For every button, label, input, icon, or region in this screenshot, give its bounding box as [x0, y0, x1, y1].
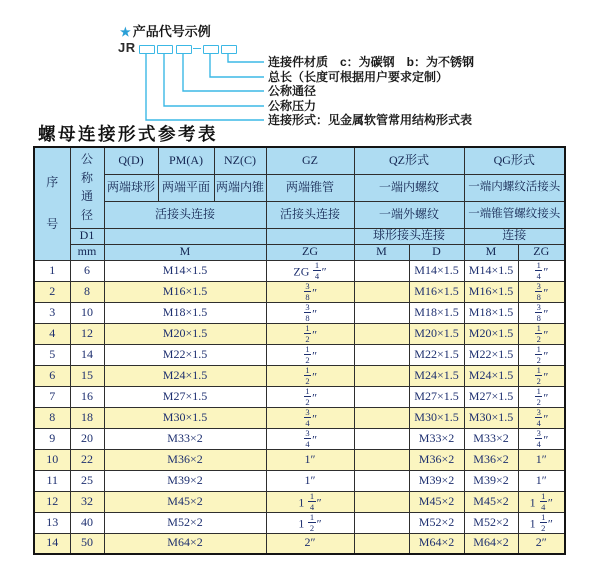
qg-m-cell: M24×1.5	[464, 365, 518, 386]
mm-header: mm	[70, 244, 104, 260]
qz-m-cell	[354, 344, 409, 365]
gz-zg-cell: 1 $\frac{1}{4}$ ″	[266, 491, 354, 512]
gz-zg-cell: $\frac{1}{2}$ ″	[266, 323, 354, 344]
qg-zg-cell: $\frac{1}{4}$ ″	[518, 260, 565, 281]
gz-zg-cell: 1 $\frac{1}{2}$ ″	[266, 512, 354, 533]
dn-mm-cell: 32	[70, 491, 104, 512]
qg-m-cell: M27×1.5	[464, 386, 518, 407]
qz-d-cell: M20×1.5	[409, 323, 464, 344]
row-no-cell: 12	[34, 491, 70, 512]
qg-m-cell: M22×1.5	[464, 344, 518, 365]
q-desc-header: 两端球形	[104, 174, 158, 201]
union-conn-header: 活接头连接	[104, 201, 266, 228]
qg-m-cell: M16×1.5	[464, 281, 518, 302]
reference-table	[33, 146, 566, 555]
table-row	[34, 260, 565, 281]
col-q-header: Q(D)	[104, 147, 158, 174]
code-label-connection: 连接形式：见金属软管常用结构形式表	[268, 113, 473, 127]
table-row	[34, 512, 565, 533]
row-no-cell: 11	[34, 470, 70, 491]
gz-zg-cell: $\frac{1}{2}$ ″	[266, 344, 354, 365]
thread-m-cell: M64×2	[104, 533, 266, 554]
qg-zg-cell: 2″	[518, 533, 565, 554]
row-no-cell: 6	[34, 365, 70, 386]
thread-m-cell: M20×1.5	[104, 323, 266, 344]
qz-d-header: D	[409, 244, 464, 260]
gz-desc-header: 两端锥管	[266, 174, 354, 201]
qg-zg-cell: $\frac{3}{4}$ ″	[518, 428, 565, 449]
col-dn-header: 公 称 通 径	[70, 147, 104, 228]
qz-m-cell	[354, 512, 409, 533]
dn-mm-cell: 8	[70, 281, 104, 302]
qg-zg-cell: 1 $\frac{1}{4}$ ″	[518, 491, 565, 512]
qz-d-cell: M24×1.5	[409, 365, 464, 386]
qg-m-cell: M39×2	[464, 470, 518, 491]
row-no-cell: 7	[34, 386, 70, 407]
thread-m-cell: M24×1.5	[104, 365, 266, 386]
qz-d-cell: M14×1.5	[409, 260, 464, 281]
qg-zg-cell: $\frac{1}{2}$ ″	[518, 386, 565, 407]
dn-mm-cell: 22	[70, 449, 104, 470]
table-head	[34, 147, 565, 260]
qz-d-cell: M64×2	[409, 533, 464, 554]
table-row	[34, 323, 565, 344]
dn-mm-cell: 25	[70, 470, 104, 491]
qg-m-cell: M18×1.5	[464, 302, 518, 323]
qg-m-cell: M45×2	[464, 491, 518, 512]
qg-zg-cell: $\frac{1}{2}$ ″	[518, 344, 565, 365]
qz-d-cell: M22×1.5	[409, 344, 464, 365]
table-row	[34, 365, 565, 386]
qz-d-cell: M33×2	[409, 428, 464, 449]
qg-m-cell: M20×1.5	[464, 323, 518, 344]
thread-m-cell: M39×2	[104, 470, 266, 491]
pm-desc-header: 两端平面	[158, 174, 214, 201]
qz-m-cell	[354, 407, 409, 428]
dn-mm-cell: 12	[70, 323, 104, 344]
gz-zg-cell: $\frac{1}{2}$ ″	[266, 386, 354, 407]
table-row	[34, 491, 565, 512]
qz-d-cell: M45×2	[409, 491, 464, 512]
qg-m-cell: M14×1.5	[464, 260, 518, 281]
thread-m-cell: M45×2	[104, 491, 266, 512]
table-body	[34, 260, 565, 554]
qg-desc-header: 一端内螺纹活接头	[464, 174, 565, 201]
qz-d-cell: M52×2	[409, 512, 464, 533]
qg-m-cell: M30×1.5	[464, 407, 518, 428]
code-box	[203, 45, 219, 54]
qg-desc2-header: 一端锥管螺纹接头	[464, 201, 565, 228]
table-row	[34, 386, 565, 407]
row-no-cell: 8	[34, 407, 70, 428]
qz-m-cell	[354, 533, 409, 554]
code-label-material: 连接件材质 c：为碳钢 b：为不锈钢	[268, 55, 475, 69]
nz-desc-header: 两端内锥	[214, 174, 266, 201]
d1-header: D1	[70, 228, 104, 244]
qg-m-cell: M64×2	[464, 533, 518, 554]
thread-m-cell: M16×1.5	[104, 281, 266, 302]
qg-zg-cell: 1″	[518, 449, 565, 470]
qg-m-cell: M36×2	[464, 449, 518, 470]
qz-desc2-header: 一端外螺纹	[354, 201, 464, 228]
qg-m-cell: M52×2	[464, 512, 518, 533]
qz-m-cell	[354, 365, 409, 386]
row-no-cell: 13	[34, 512, 70, 533]
gz-zg-cell: $\frac{1}{2}$ ″	[266, 365, 354, 386]
qz-desc-header: 一端内螺纹	[354, 174, 464, 201]
qg-zg-cell: $\frac{3}{8}$ ″	[518, 281, 565, 302]
code-label-pressure: 公称压力	[268, 99, 317, 113]
code-label-length: 总长（长度可根据用户要求定制）	[268, 70, 449, 84]
table-row	[34, 344, 565, 365]
gz-conn-header: 活接头连接	[266, 201, 354, 228]
gz-zg-cell: 1″	[266, 470, 354, 491]
col-gz-header: GZ	[266, 147, 354, 174]
m-header: M	[104, 244, 266, 260]
table-title: 螺母连接形式参考表	[38, 125, 218, 145]
dn-mm-cell: 14	[70, 344, 104, 365]
qz-m-cell	[354, 260, 409, 281]
row-no-cell: 2	[34, 281, 70, 302]
thread-m-cell: M18×1.5	[104, 302, 266, 323]
thread-m-cell: M27×1.5	[104, 386, 266, 407]
qg-conn-header: 连接	[464, 228, 565, 244]
qg-zg-header: ZG	[518, 244, 565, 260]
thread-m-cell: M36×2	[104, 449, 266, 470]
qz-m-cell	[354, 281, 409, 302]
table-row	[34, 470, 565, 491]
qz-m-cell	[354, 428, 409, 449]
dn-mm-cell: 50	[70, 533, 104, 554]
gz-zg-cell: 1″	[266, 449, 354, 470]
code-box	[221, 45, 237, 54]
code-dash	[193, 48, 201, 49]
blank-header	[266, 228, 354, 244]
col-nz-header: NZ(C)	[214, 147, 266, 174]
qg-zg-cell: 1 $\frac{1}{2}$ ″	[518, 512, 565, 533]
code-box	[176, 45, 192, 54]
qz-m-cell	[354, 470, 409, 491]
col-seq-header: 序 号	[34, 147, 70, 260]
dn-mm-cell: 10	[70, 302, 104, 323]
col-qz-header: QZ形式	[354, 147, 464, 174]
gz-zg-cell: $\frac{3}{4}$ ″	[266, 428, 354, 449]
code-box	[157, 45, 173, 54]
product-code-title-text: 产品代号示例	[132, 24, 211, 39]
qz-d-cell: M27×1.5	[409, 386, 464, 407]
qg-m-header: M	[464, 244, 518, 260]
blank-header	[104, 228, 266, 244]
dn-mm-cell: 40	[70, 512, 104, 533]
gz-zg-cell: ZG $\frac{1}{4}$ ″	[266, 260, 354, 281]
table-row	[34, 449, 565, 470]
row-no-cell: 9	[34, 428, 70, 449]
gz-zg-cell: 2″	[266, 533, 354, 554]
qz-m-cell	[354, 302, 409, 323]
table-row	[34, 428, 565, 449]
qz-d-cell: M30×1.5	[409, 407, 464, 428]
qz-conn-header: 球形接头连接	[354, 228, 464, 244]
table-row	[34, 407, 565, 428]
qz-d-cell: M16×1.5	[409, 281, 464, 302]
qg-zg-cell: 1″	[518, 470, 565, 491]
qz-m-cell	[354, 323, 409, 344]
qz-d-cell: M18×1.5	[409, 302, 464, 323]
qz-m-cell	[354, 386, 409, 407]
qg-m-cell: M33×2	[464, 428, 518, 449]
product-code-title	[120, 21, 211, 40]
table-row	[34, 302, 565, 323]
gz-zg-cell: $\frac{3}{8}$ ″	[266, 302, 354, 323]
gz-zg-cell: $\frac{3}{4}$ ″	[266, 407, 354, 428]
qz-m-cell	[354, 491, 409, 512]
qz-d-cell: M39×2	[409, 470, 464, 491]
row-no-cell: 4	[34, 323, 70, 344]
table-row	[34, 533, 565, 554]
qg-zg-cell: $\frac{1}{2}$ ″	[518, 365, 565, 386]
qz-d-cell: M36×2	[409, 449, 464, 470]
col-qg-header: QG形式	[464, 147, 565, 174]
code-box	[139, 45, 155, 54]
row-no-cell: 3	[34, 302, 70, 323]
qz-m-cell	[354, 449, 409, 470]
qg-zg-cell: $\frac{3}{4}$ ″	[518, 407, 565, 428]
thread-m-cell: M30×1.5	[104, 407, 266, 428]
qg-zg-cell: $\frac{3}{8}$ ″	[518, 302, 565, 323]
row-no-cell: 10	[34, 449, 70, 470]
row-no-cell: 1	[34, 260, 70, 281]
dn-mm-cell: 18	[70, 407, 104, 428]
dn-mm-cell: 16	[70, 386, 104, 407]
product-code-prefix: JR	[118, 40, 136, 55]
qg-zg-cell: $\frac{1}{2}$ ″	[518, 323, 565, 344]
row-no-cell: 14	[34, 533, 70, 554]
thread-m-cell: M22×1.5	[104, 344, 266, 365]
thread-m-cell: M33×2	[104, 428, 266, 449]
zg-header: ZG	[266, 244, 354, 260]
dn-mm-cell: 6	[70, 260, 104, 281]
thread-m-cell: M52×2	[104, 512, 266, 533]
dn-mm-cell: 15	[70, 365, 104, 386]
col-pm-header: PM(A)	[158, 147, 214, 174]
table-row	[34, 281, 565, 302]
dn-mm-cell: 20	[70, 428, 104, 449]
qz-m-header: M	[354, 244, 409, 260]
star-icon: ★	[120, 25, 131, 39]
thread-m-cell: M14×1.5	[104, 260, 266, 281]
row-no-cell: 5	[34, 344, 70, 365]
gz-zg-cell: $\frac{3}{8}$ ″	[266, 281, 354, 302]
code-label-diameter: 公称通径	[268, 84, 317, 98]
